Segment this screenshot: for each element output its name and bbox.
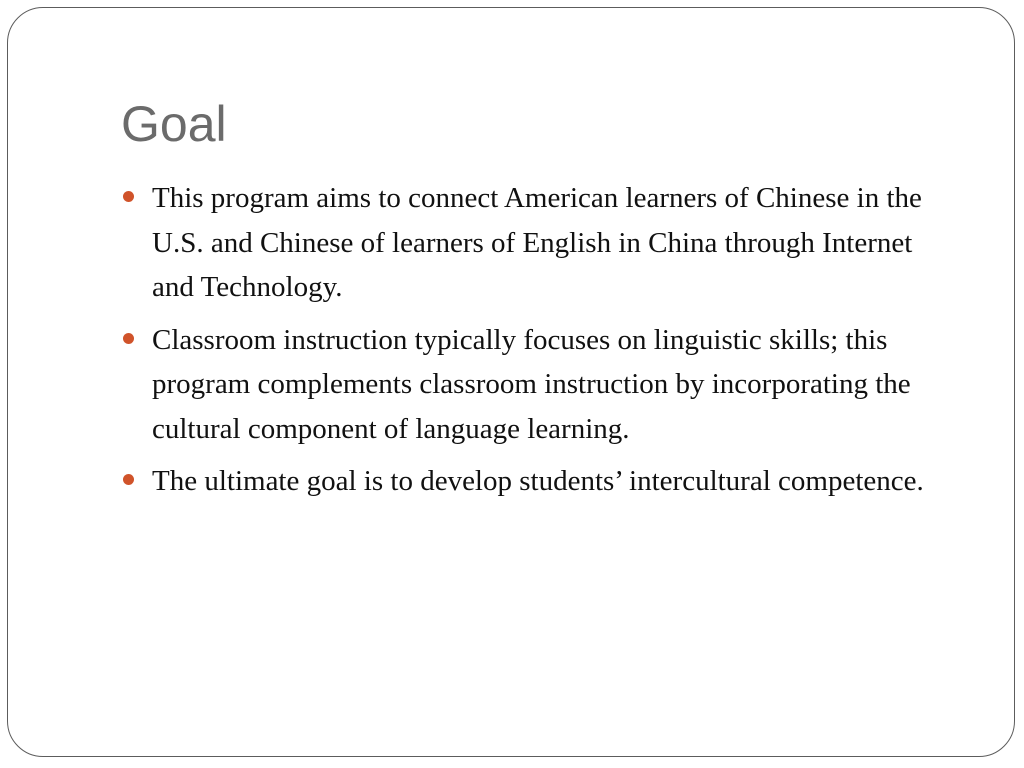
bullet-text: The ultimate goal is to develop students’ intercultural competence.	[152, 465, 924, 497]
bullet-item	[121, 176, 961, 310]
bullet-text: Classroom instruction typically focuses on linguistic skills; this program complements classroom instruction by incorporating the cultural component of language learning.	[152, 323, 911, 445]
bullet-dot-icon	[123, 191, 134, 202]
bullet-dot-icon	[123, 474, 134, 485]
bullet-list	[121, 176, 961, 512]
bullet-text: This program aims to connect American learners of Chinese in the U.S. and Chinese of learners of English in China through Internet and Technology.	[152, 182, 922, 303]
slide-frame	[7, 7, 1015, 757]
slide-title: Goal	[121, 96, 227, 152]
bullet-dot-icon	[123, 333, 134, 344]
bullet-item	[121, 459, 961, 504]
bullet-item	[121, 318, 961, 452]
